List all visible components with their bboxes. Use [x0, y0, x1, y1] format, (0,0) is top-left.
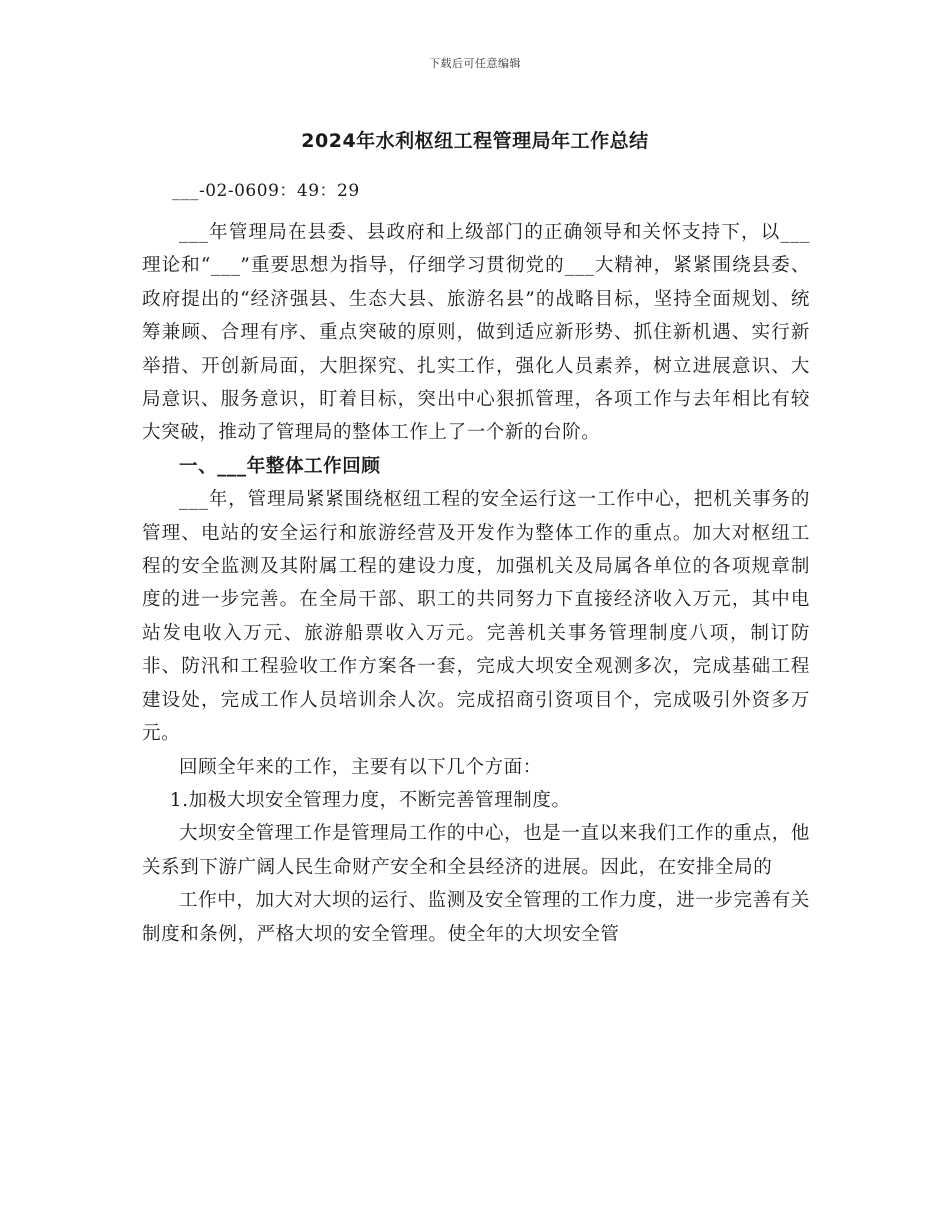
numbered-item-heading: 1.加极大坝安全管理力度，不断完善管理制度。: [169, 789, 571, 811]
section-heading: 一、___年整体工作回顾: [179, 455, 381, 477]
continued-paragraph: 工作中，加大对大坝的运行、监测及安全管理的工作力度，进一步完善有关制度和条例，严格大坝的安全管理。使全年的大坝安全管: [142, 890, 810, 945]
header-note: 下载后可任意编辑: [429, 57, 521, 70]
review-paragraph: ___年，管理局紧紧围绕枢纽工程的安全运行这一工作中心，把机关事务的管理、电站的安全运行和旅游经营及开发作为整体工作的重点。加大对枢纽工程的安全监测及其附属工程的建设力度，加强机关及局属各单位的各项规章制度的进一步完善。在全局干部、职工的共同努力下直接经济收入万元，其中电站发电收入万元、旅游船票收入万元。完善机关事务管理制度八项，制订防非、防汛和工程验收工作方案各一套，完成大坝安全观测多次，完成基础工程建设处，完成工作人员培训余人次。完成招商引资项目个，完成吸引外资多万元。: [142, 489, 810, 745]
dam-safety-paragraph: 大坝安全管理工作是管理局工作的中心，也是一直以来我们工作的重点，他关系到下游广阔人民生命财产安全和全县经济的进展。因此，在安排全局的: [142, 823, 810, 878]
document-body: [142, 216, 810, 951]
document-timestamp: ___-02-0609：49：29: [172, 181, 360, 201]
review-intro-paragraph: 回顾全年来的工作，主要有以下几个方面：: [179, 756, 542, 778]
document-title: 2024年水利枢纽工程管理局年工作总结: [301, 130, 649, 152]
intro-paragraph: ___年管理局在县委、县政府和上级部门的正确领导和关怀支持下，以___理论和“___”重要思想为指导，仔细学习贯彻党的___大精神，紧紧围绕县委、政府提出的“经济强县、生态大县、旅游名县”的战略目标，坚持全面规划、统筹兼顾、合理有序、重点突破的原则，做到适应新形势、抓住新机遇、实行新举措、开创新局面，大胆探究、扎实工作，强化人员素养，树立进展意识、大局意识、服务意识，盯着目标，突出中心狠抓管理，各项工作与去年相比有较大突破，推动了管理局的整体工作上了一个新的台阶。: [142, 222, 810, 444]
